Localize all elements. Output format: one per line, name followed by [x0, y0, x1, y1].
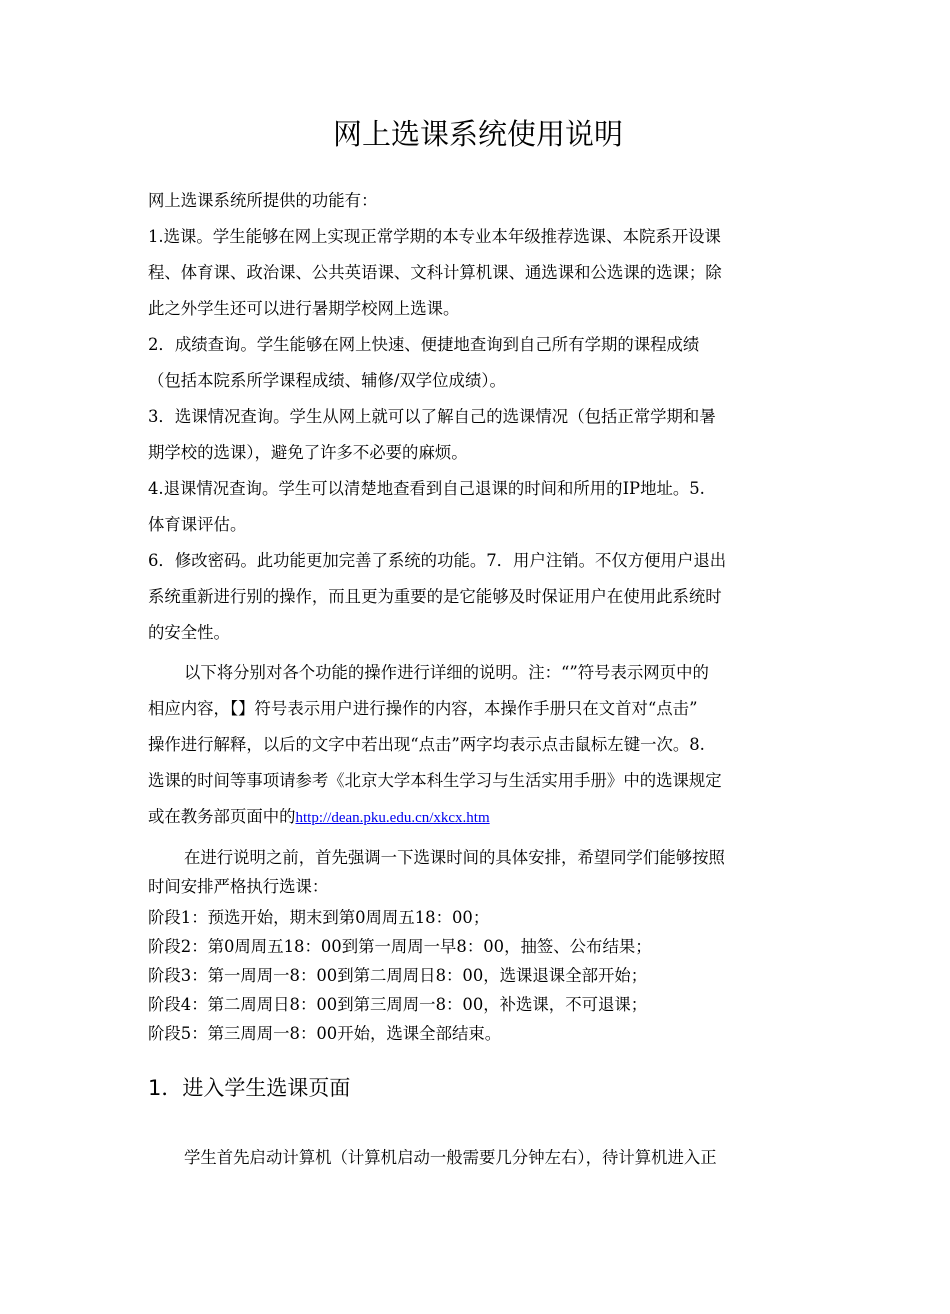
- text-line: （包括本院系所学课程成绩、辅修/双学位成绩）。: [148, 371, 506, 390]
- text-line: 2．成绩查询。学生能够在网上快速、便捷地查询到自己所有学期的课程成绩: [148, 335, 700, 354]
- stage-list: [148, 903, 808, 1048]
- note-paragraph: [148, 655, 808, 835]
- stage-item: 阶段5：第三周周一8：00开始，选课全部结束。: [148, 1024, 502, 1043]
- section-1-heading: 1．进入学生选课页面: [148, 1076, 351, 1100]
- link-prefix: 或在教务部页面中的: [148, 807, 296, 826]
- stage-item: 阶段2：第0周周五18：00到第一周周一早8：00，抽签、公布结果；: [148, 937, 652, 956]
- text-line: 4.退课情况查询。学生可以清楚地查看到自己退课的时间和所用的IP地址。5.: [148, 479, 705, 498]
- feature-item-2: [148, 327, 808, 399]
- stage-item: 阶段4：第二周周日8：00到第三周周一8：00，补选课，不可退课；: [148, 995, 648, 1014]
- text-line: 3．选课情况查询。学生从网上就可以了解自己的选课情况（包括正常学期和暑: [148, 407, 716, 426]
- feature-item-4: [148, 471, 808, 543]
- section-1-paragraph: [148, 1140, 808, 1176]
- text-line: 6．修改密码。此功能更加完善了系统的功能。7．用户注销。不仅方便用户退出: [148, 551, 727, 570]
- feature-item-1: [148, 219, 808, 327]
- text-line: 期学校的选课），避免了许多不必要的麻烦。: [148, 443, 468, 462]
- dean-xkcx-link[interactable]: http://dean.pku.edu.cn/xkcx.htm: [295, 810, 490, 826]
- text-line: 学生首先启动计算机（计算机启动一般需要几分钟左右），待计算机进入正: [184, 1148, 717, 1167]
- text-line: 体育课评估。: [148, 515, 247, 534]
- text-line: 1.选课。学生能够在网上实现正常学期的本专业本年级推荐选课、本院系开设课: [148, 227, 721, 246]
- text-line-with-link: [148, 799, 808, 835]
- text-line: 程、体育课、政治课、公共英语课、文科计算机课、通选课和公选课的选课；除: [148, 263, 722, 282]
- feature-item-3: [148, 399, 808, 471]
- text-line: 以下将分别对各个功能的操作进行详细的说明。注：“”符号表示网页中的: [184, 663, 709, 682]
- schedule-intro-paragraph: [148, 843, 808, 901]
- intro-line: 网上选课系统所提供的功能有：: [148, 191, 378, 210]
- stage-item: 阶段3：第一周周一8：00到第二周周日8：00，选课退课全部开始；: [148, 966, 648, 985]
- text-line: 选课的时间等事项请参考《北京大学本科生学习与生活实用手册》中的选课规定: [148, 771, 722, 790]
- feature-item-6: [148, 543, 808, 651]
- text-line: 的安全性。: [148, 623, 230, 642]
- text-line: 系统重新进行别的操作，而且更为重要的是它能够及时保证用户在使用此系统时: [148, 587, 722, 606]
- text-line: 时间安排严格执行选课：: [148, 877, 329, 896]
- text-line: 在进行说明之前，首先强调一下选课时间的具体安排，希望同学们能够按照: [184, 848, 725, 867]
- intro-paragraph: [148, 183, 808, 219]
- text-line: 相应内容，【】符号表示用户进行操作的内容，本操作手册只在文首对“点击”: [148, 699, 698, 718]
- stage-item: 阶段1：预选开始，期末到第0周周五18：00；: [148, 908, 490, 927]
- document-title: 网上选课系统使用说明: [332, 117, 623, 151]
- text-line: 操作进行解释，以后的文字中若出现“点击”两字均表示点击鼠标左键一次。8.: [148, 735, 705, 754]
- text-line: 此之外学生还可以进行暑期学校网上选课。: [148, 299, 460, 318]
